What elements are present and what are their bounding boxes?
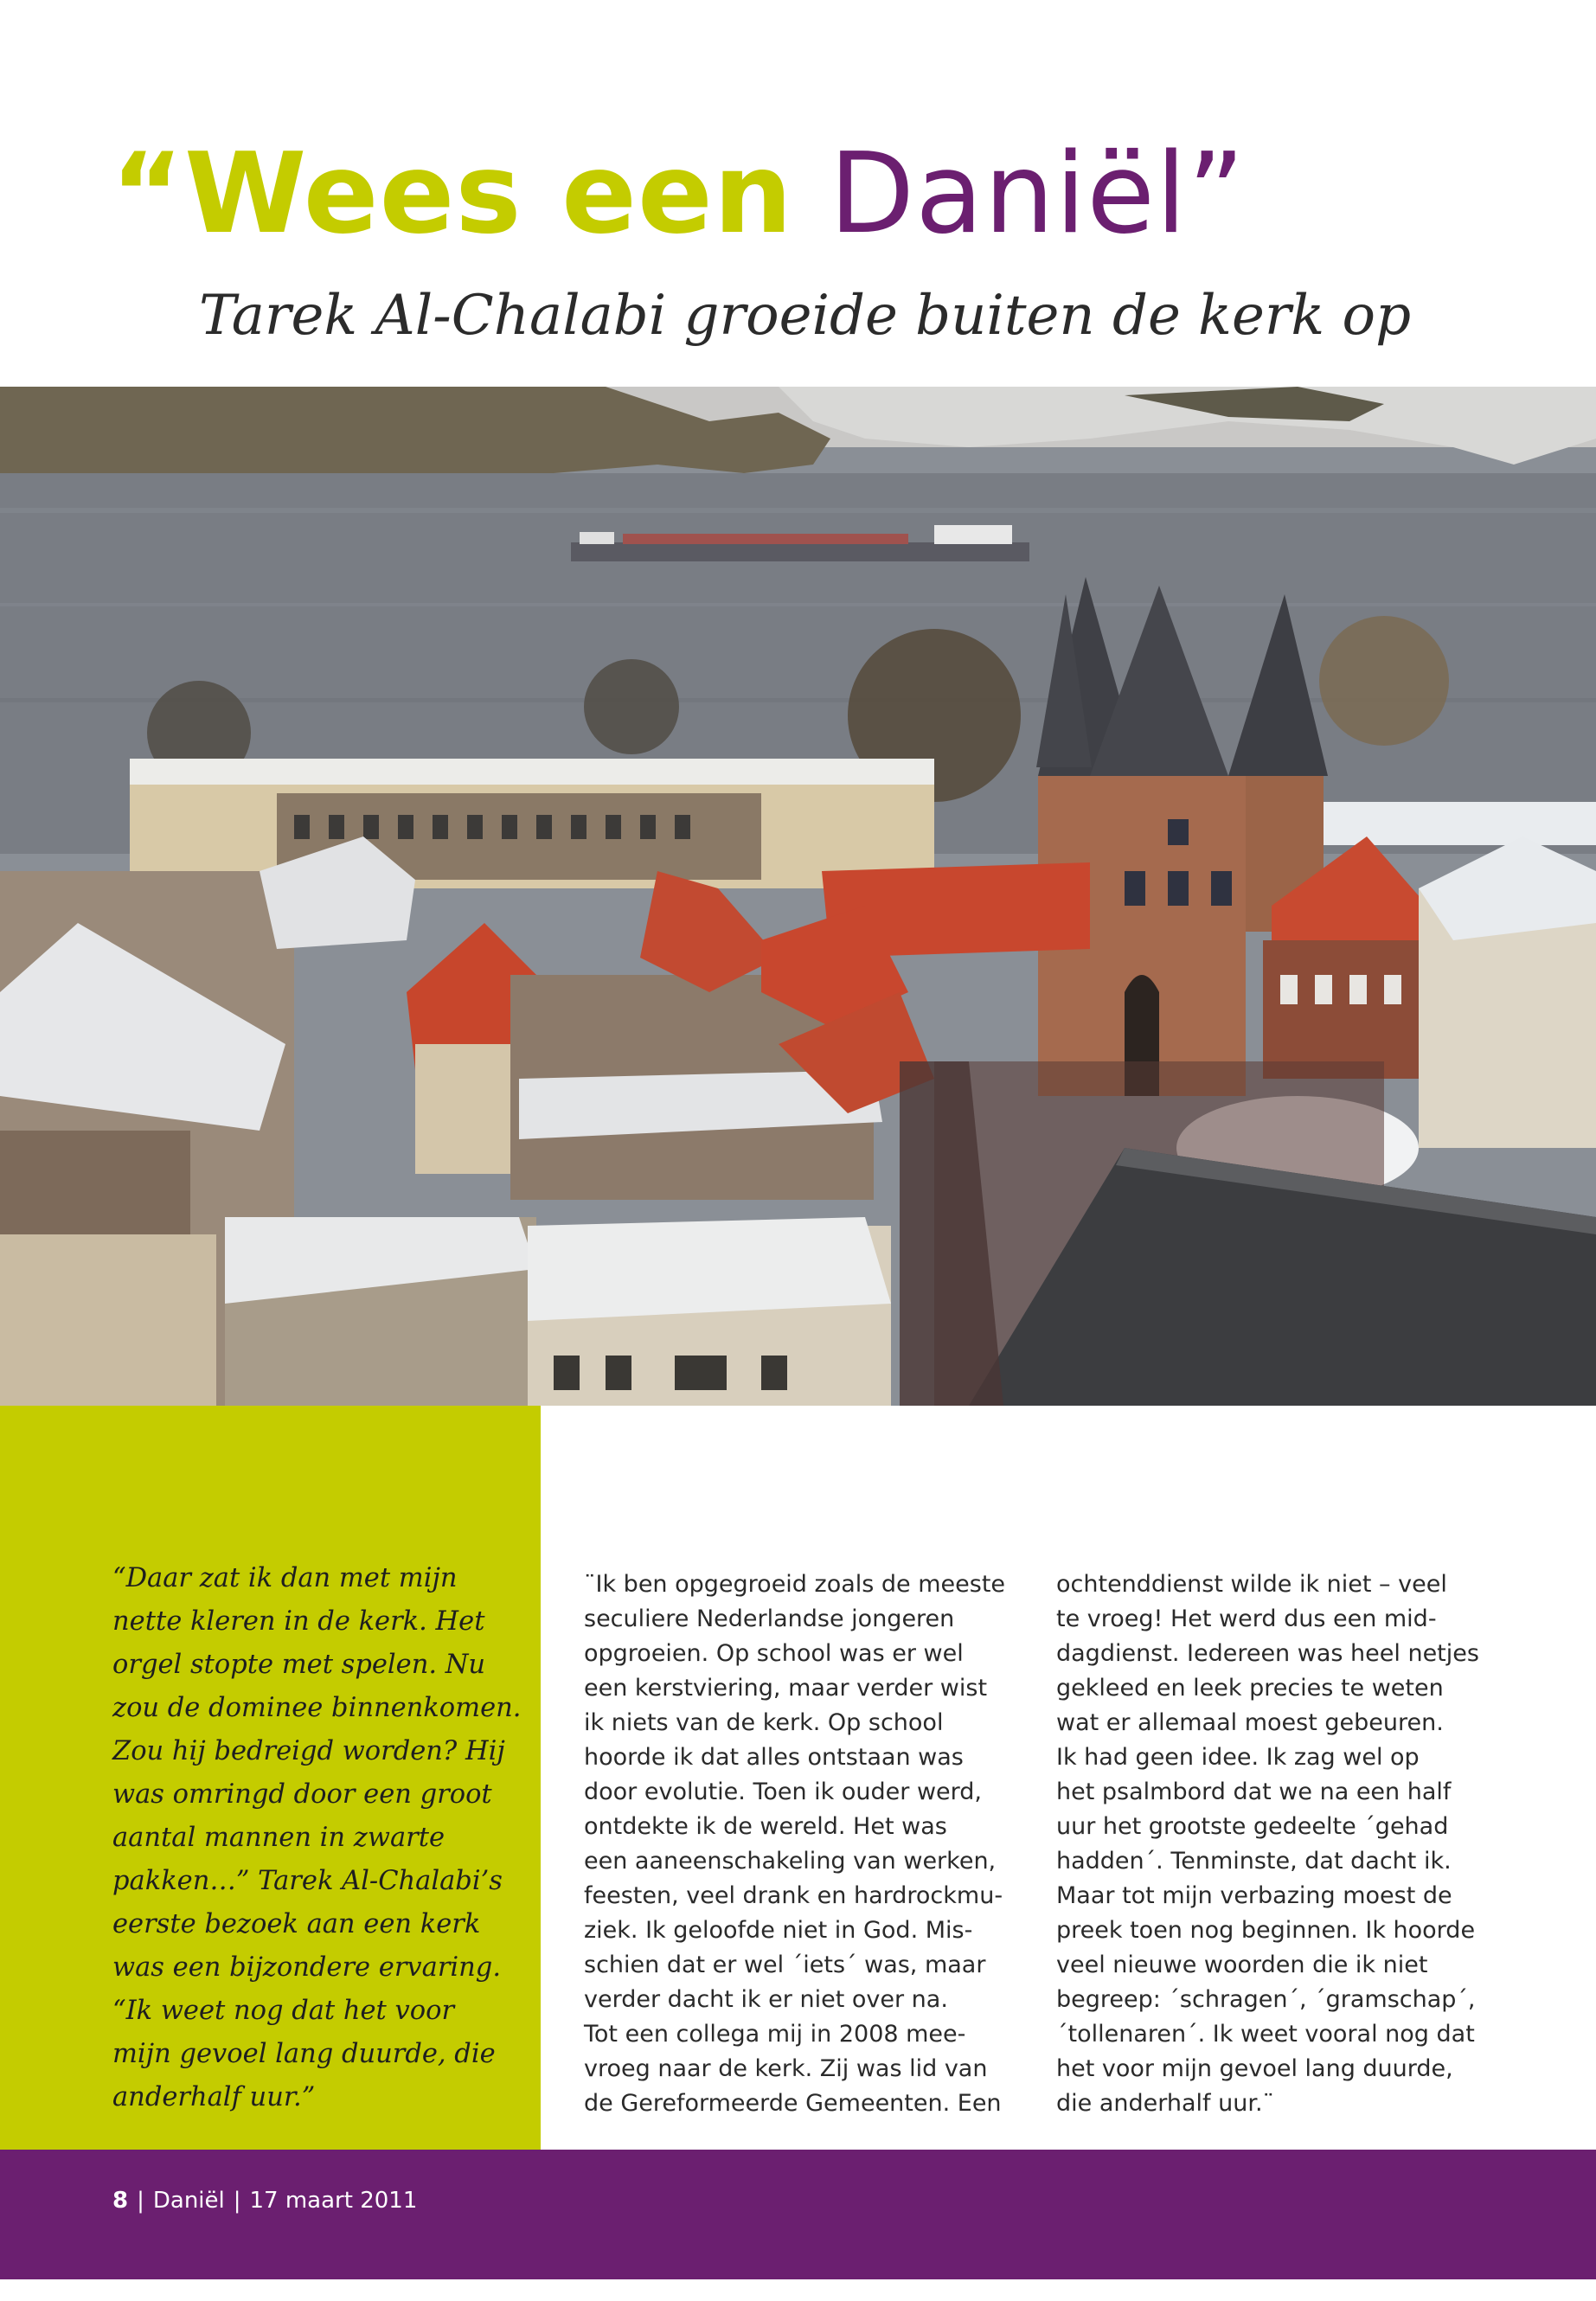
body-line: seculiere Nederlandse jongeren [584, 1606, 955, 1632]
body-line: het voor mijn gevoel lang duurde, [1056, 2055, 1453, 2082]
footer-separator: | [233, 2188, 241, 2214]
body-line: veel nieuwe woorden die ik niet [1056, 1952, 1428, 1978]
pull-quote-line: orgel stopte met spelen. Nu [112, 1650, 486, 1680]
pull-quote-line: mijn gevoel lang duurde, die [112, 2039, 496, 2069]
body-line: een kerstviering, maar verder wist [584, 1675, 988, 1702]
body-line: hoorde ik dat alles ontstaan was [584, 1744, 964, 1771]
body-line: gekleed en leek precies te weten [1056, 1675, 1444, 1702]
issue-date: 17 maart 2011 [249, 2188, 418, 2214]
body-line: ochtenddienst wilde ik niet – veel [1056, 1571, 1447, 1598]
pull-quote-line: anderhalf uur.” [112, 2082, 316, 2112]
pull-quote [112, 1557, 522, 2119]
page-number: 8 [112, 2188, 129, 2214]
pull-quote-line: “Ik weet nog dat het voor [112, 1996, 455, 2026]
body-line: ziek. Ik geloofde niet in God. Mis- [584, 1917, 973, 1944]
pull-quote-line: Zou hij bedreigd worden? Hij [112, 1736, 505, 1766]
body-line: ¨Ik ben opgegroeid zoals de meeste [584, 1571, 1006, 1598]
body-line: Tot een collega mij in 2008 mee- [584, 2021, 966, 2048]
title-word-daniel: Daniël [829, 130, 1188, 259]
body-line: de Gereformeerde Gemeenten. Een [584, 2090, 1002, 2117]
body-line: preek toen nog beginnen. Ik hoorde [1056, 1917, 1476, 1944]
body-line: dagdienst. Iedereen was heel netjes [1056, 1640, 1479, 1667]
body-line: feesten, veel drank en hardrockmu- [584, 1882, 1003, 1909]
page-footer [112, 2186, 417, 2215]
pull-quote-line: zou de dominee binnenkomen. [112, 1693, 522, 1723]
pull-quote-line: pakken…” Tarek Al-Chalabi’s [112, 1866, 503, 1896]
magazine-name: Daniël [152, 2188, 225, 2214]
body-line: ´tollenaren´. Ik weet vooral nog dat [1056, 2021, 1475, 2048]
body-line: door evolutie. Toen ik ouder werd, [584, 1779, 983, 1805]
pull-quote-line: aantal mannen in zwarte [112, 1823, 445, 1853]
body-line: die anderhalf uur.¨ [1056, 2090, 1275, 2117]
pull-quote-line: nette kleren in de kerk. Het [112, 1606, 485, 1637]
title-open-quote: “ [111, 130, 185, 259]
body-line: vroeg naar de kerk. Zij was lid van [584, 2055, 988, 2082]
body-line: wat er allemaal moest gebeuren. [1056, 1709, 1444, 1736]
body-line: begreep: ´schragen´, ´gramschap´, [1056, 1986, 1476, 2013]
footer-separator: | [137, 2188, 144, 2214]
title-close-quote: ” [1187, 130, 1246, 259]
body-line: te vroeg! Het werd dus een mid- [1056, 1606, 1437, 1632]
body-line: Ik had geen idee. Ik zag wel op [1056, 1744, 1420, 1771]
body-line: verder dacht ik er niet over na. [584, 1986, 948, 2013]
pull-quote-line: was omringd door een groot [112, 1779, 492, 1810]
pull-quote-line: was een bijzondere ervaring. [112, 1952, 502, 1983]
body-line: Maar tot mijn verbazing moest de [1056, 1882, 1452, 1909]
body-line: hadden´. Tenminste, dat dacht ik. [1056, 1848, 1452, 1875]
body-line: opgroeien. Op school was er wel [584, 1640, 964, 1667]
body-line: uur het grootste gedeelte ´gehad [1056, 1813, 1449, 1840]
article-photo [0, 387, 1596, 1406]
pull-quote-line: eerste bezoek aan een kerk [112, 1909, 481, 1939]
body-column-2 [1056, 1567, 1506, 2121]
pull-quote-line: “Daar zat ik dan met mijn [112, 1563, 458, 1593]
body-line: het psalmbord dat we na een half [1056, 1779, 1452, 1805]
body-line: schien dat er wel ´iets´ was, maar [584, 1952, 986, 1978]
article-title [111, 130, 1246, 260]
article-subtitle: Tarek Al-Chalabi groeide buiten de kerk op [199, 284, 1412, 348]
body-line: ontdekte ik de wereld. Het was [584, 1813, 947, 1840]
body-column-1 [584, 1567, 1034, 2121]
title-word-wees-een: Wees een [184, 130, 793, 259]
body-line: ik niets van de kerk. Op school [584, 1709, 944, 1736]
body-line: een aaneenschakeling van werken, [584, 1848, 997, 1875]
